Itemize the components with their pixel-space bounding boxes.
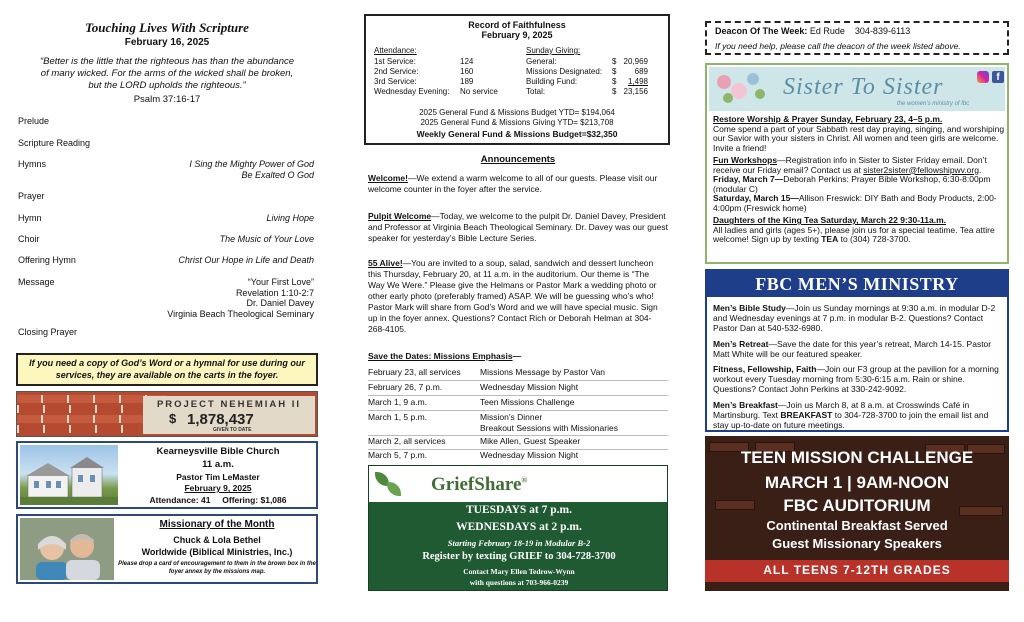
attendance-row <box>374 77 514 87</box>
bible-study-body: —Join us Sunday mornings at 9:30 a.m. in modular D-2 and Wednesday evenings at 7 p.m. in modular B-2. Questions? Contact Pastor Dan at 540-532-6980. <box>713 303 996 334</box>
save-dates-heading-row <box>368 351 668 362</box>
giving-value: 20,969 <box>623 57 648 66</box>
order-label: Hymns <box>18 159 47 169</box>
save-dates-heading: Save the Dates: Missions Emphasis <box>368 351 513 361</box>
order-value: Living Hope <box>266 213 314 223</box>
ytd-giving: 2025 General Fund & Missions Giving YTD= $213,708 <box>420 118 614 127</box>
mens-ministry-content <box>713 303 1003 435</box>
attendance-label: Wednesday Evening: <box>374 87 450 96</box>
workshops-heading: Fun Workshops <box>713 155 778 166</box>
schedule-event-secondary: Breakout Sessions with Missionaries <box>480 423 618 433</box>
leaf-icon <box>387 482 401 496</box>
missionary-details <box>118 519 316 576</box>
giving-value: 1,498 <box>627 77 648 86</box>
teen-line1: TEEN MISSION CHALLENGE <box>740 448 974 467</box>
giving-row <box>526 57 648 67</box>
order-label: Hymn <box>18 213 42 223</box>
griefshare-logo: GriefShare® <box>431 474 528 495</box>
teen-line6: ALL TEENS 7-12TH GRADES <box>763 563 951 577</box>
breakfast-body: —Join us March 8, at 8 a.m. at Crosswinds Café in Martinsburg. Text <box>713 399 970 420</box>
tea-paragraph <box>713 216 1007 245</box>
restore-heading: Restore Worship & Prayer Sunday, February 23, 4–5 p.m. <box>713 114 943 124</box>
attendance-value: 124 <box>460 57 474 66</box>
kearneysville-details <box>122 446 314 506</box>
griefshare-line3: Starting February 18-19 in Modular B-2 <box>447 538 591 548</box>
order-value: The Music of Your Love <box>219 234 314 244</box>
schedule-date: March 1, 5 p.m. <box>368 412 428 422</box>
welcome-heading: Welcome! <box>368 173 408 183</box>
giving-heading: Sunday Giving: <box>526 46 581 55</box>
giving-currency: $ <box>612 87 617 96</box>
teen-line4: Continental Breakfast Served <box>766 518 948 533</box>
schedule-event: Mike Allen, Guest Speaker <box>480 436 581 446</box>
flower-icon <box>717 75 731 89</box>
griefshare-line1: TUESDAYS at 7 p.m. <box>466 504 572 516</box>
order-value: Christ Our Hope in Life and Death <box>178 255 314 265</box>
nehemiah-title: PROJECT NEHEMIAH II <box>156 399 302 410</box>
missionary-note: Please drop a card of encouragement to them in the brown box in the foyer annex by the missions map. <box>118 561 316 575</box>
missionary-org: Worldwide (Biblical Ministries, Inc.) <box>141 546 293 557</box>
save-dates-dash: — <box>512 351 522 361</box>
touching-lives-title: Touching Lives With Scripture <box>85 20 249 35</box>
breakfast-keyword: BREAKFAST <box>780 409 833 420</box>
order-value: Be Exalted O God <box>241 170 314 180</box>
attendance-label: 2nd Service: <box>374 67 419 76</box>
instagram-icon[interactable] <box>977 71 989 83</box>
attendance-label: 3rd Service: <box>374 77 417 86</box>
church-building-icon <box>20 445 118 505</box>
flower-icon <box>747 73 759 85</box>
weekly-budget: Weekly General Fund & Missions Budget=$32,350 <box>416 129 618 139</box>
pulpit-heading: Pulpit Welcome <box>368 211 432 221</box>
leaf-icon <box>755 89 765 99</box>
bible-hymnal-notice: If you need a copy of God’s Word or a hymnal for use during our services, they are available on the carts in the foyer. <box>16 353 318 386</box>
teen-line5: Guest Missionary Speakers <box>772 536 942 551</box>
friday-heading: Friday, March 7— <box>713 174 784 185</box>
pulpit-body: —Today, we welcome to the pulpit Dr. Daniel Davey, President and Professor at Virginia Beach Theological Seminary. Dr. Davey was our guest speaker for yesterday’s Bible Lecture Series. <box>368 211 669 244</box>
deacon-label: Deacon Of The Week: <box>715 26 808 36</box>
nehemiah-plate <box>143 396 315 434</box>
welcome-body: —We extend a warm welcome to all of our guests. Please visit our welcome counter in the foyer after the service. <box>368 173 658 195</box>
schedule-event: Wednesday Mission Night <box>480 450 579 460</box>
message-title: “Your First Love” <box>247 277 314 287</box>
breakfast-end: to 304-728-3700 to join the email list and stay up-to-date on future meetings. <box>713 409 989 430</box>
email-link[interactable]: sister2sister@fellowshipwv.org <box>863 164 979 175</box>
order-label: Message <box>18 277 55 287</box>
order-label: Closing Prayer <box>18 327 78 337</box>
attendance-label: 1st Service: <box>374 57 416 66</box>
fitness-paragraph <box>713 364 1003 395</box>
bible-study-paragraph <box>713 303 1003 334</box>
faithfulness-date: February 9, 2025 <box>481 30 553 41</box>
giving-label: Missions Designated: <box>526 67 603 76</box>
attendance-value: No service <box>460 87 498 96</box>
order-value: I Sing the Mighty Power of God <box>189 159 314 169</box>
griefshare-line6: with questions at 703-966-0239 <box>469 578 569 587</box>
scripture-verse: “Better is the little that the righteous has than the abundance of many wicked. For the arms of the wicked shall be broken, but the LORD upholds the righteous.” <box>39 56 295 91</box>
retreat-paragraph <box>713 339 1003 359</box>
giving-row <box>526 67 648 77</box>
missionary-box <box>16 514 318 584</box>
retreat-heading: Men’s Retreat <box>713 338 769 349</box>
fitness-heading: Fitness, Fellowship, Faith <box>713 363 817 374</box>
missionary-couple-icon <box>20 518 114 580</box>
griefshare-logo-area <box>369 466 668 502</box>
deacon-note: If you need help, please call the deacon of the week listed above. <box>715 40 961 51</box>
kearneysville-box <box>16 441 318 509</box>
mens-ministry-box <box>705 269 1009 432</box>
sister-to-sister-content <box>713 115 1007 248</box>
project-nehemiah-banner <box>16 391 318 437</box>
mens-ministry-title: FBC MEN’S MINISTRY <box>707 271 1007 297</box>
teen-line3: FBC AUDITORIUM <box>783 496 931 515</box>
giving-value: 23,156 <box>623 87 648 96</box>
tea-keyword: TEA <box>821 234 839 245</box>
giving-value: 689 <box>634 67 648 76</box>
friday-body: Deborah Perkins: Prayer Bible Workshop, 6:30-8:00pm (modular C) <box>713 174 991 194</box>
missionary-names: Chuck & Lola Bethel <box>173 535 261 545</box>
welcome-paragraph <box>368 173 668 195</box>
kbc-date: February 9, 2025 <box>184 483 252 494</box>
attendance-value: 189 <box>460 77 474 86</box>
attendance-heading: Attendance: <box>374 46 417 55</box>
giving-label: Total: <box>526 87 546 96</box>
schedule-date: March 1, 9 a.m. <box>368 397 428 407</box>
alive-body: —You are invited to a soup, salad, sandwich and dessert luncheon this Thursday, February 20, at 11 a.m. in the auditorium. Our theme is “The Way We Were.” Please give the Helmans or Pastor Mark a wedding photo or other early photo (preferably framed) ASAP. We will be guessing who’s who! Pastor Mark will share from God’s Word and we will have special music. Sign up in the foyer annex. Questions? Contact Rich or Deborah Helman at 304-268-4105. <box>368 258 658 335</box>
bible-study-heading: Men’s Bible Study <box>713 303 786 313</box>
griefshare-line4: Register by texting GRIEF to 304-728-3700 <box>422 551 616 562</box>
missionary-photo <box>20 518 114 580</box>
sister-to-sister-logo: Sister To Sister <box>783 74 944 100</box>
pulpit-paragraph <box>368 211 668 244</box>
message-details <box>167 277 314 319</box>
schedule-event: Wednesday Mission Night <box>480 382 579 392</box>
kbc-attendance: Attendance: 41 <box>149 494 211 505</box>
griefshare-line2: WEDNESDAYS at 2 p.m. <box>456 521 582 533</box>
order-label: Prelude <box>18 116 50 126</box>
giving-currency: $ <box>612 57 617 66</box>
dollar-icon: $ <box>169 411 177 426</box>
fitness-body: —Join our F3 group at the pavilion for a morning workout every Tuesday morning from 5:30-6:15 a.m. Rain or shine. Questions? Contact John Perkins at 330-242-9092. <box>713 363 999 395</box>
schedule-date: February 23, all services <box>368 367 461 377</box>
scripture-reference: Psalm 37:16-17 <box>133 94 201 105</box>
kbc-name: Kearneysville Bible Church <box>156 446 280 457</box>
teen-line2: MARCH 1 | 9AM-NOON <box>764 473 950 492</box>
leaf-icon <box>723 93 733 103</box>
retreat-body: —Save the date for this year’s retreat, March 14-15. Pastor Matt White will be our featured speaker. <box>713 338 992 359</box>
alive-heading: 55 Alive! <box>368 258 403 268</box>
message-org: Virginia Beach Theological Seminary <box>167 308 314 319</box>
kbc-stats <box>122 495 314 506</box>
attendance-row <box>374 57 514 67</box>
attendance-row <box>374 67 514 77</box>
giving-currency: $ <box>612 67 617 76</box>
workshops-paragraph <box>713 156 1007 213</box>
nehemiah-amount: 1,878,437 <box>187 411 254 428</box>
alive-paragraph <box>368 258 668 335</box>
church-photo <box>20 445 118 505</box>
order-message <box>18 277 314 321</box>
tea-phone: to (304) 728-3700. <box>840 234 911 245</box>
schedule-date: March 5, 7 p.m. <box>368 450 428 460</box>
tea-heading: Daughters of the King Tea Saturday, March 22 9:30-11a.m. <box>713 215 947 226</box>
order-label: Choir <box>18 234 40 244</box>
order-label: Scripture Reading <box>18 138 91 148</box>
restore-body: Come spend a part of your Sabbath rest day praying, singing, and worshiping our Savior with your sisters in Christ. All women and teen girls are welcome. Invite a friend! <box>713 123 1005 153</box>
schedule-event: Teen Missions Challenge <box>480 397 575 407</box>
facebook-icon[interactable]: f <box>992 71 1004 83</box>
sister-to-sister-box <box>705 63 1009 264</box>
saturday-body: Allison Freswick: DIY Bath and Body Products, 2:00-4:00pm (Freswick home) <box>713 193 997 213</box>
flower-icon <box>731 83 747 99</box>
teen-mission-challenge-banner <box>705 436 1009 591</box>
deacon-of-the-week <box>705 21 1009 55</box>
attendance-value: 160 <box>460 67 474 76</box>
faithfulness-title: Record of Faithfulness <box>468 20 566 30</box>
ytd-budget: 2025 General Fund & Missions Budget YTD= $194,064 <box>419 108 615 117</box>
giving-row <box>526 77 648 87</box>
bulletin-date: February 16, 2025 <box>124 37 210 48</box>
message-speaker: Dr. Daniel Davey <box>246 298 314 309</box>
kbc-time: 11 a.m. <box>202 458 234 470</box>
order-label: Prayer <box>18 191 45 201</box>
workshops-end: . <box>978 164 982 175</box>
deacon-name: Ed Rude <box>809 26 845 36</box>
breakfast-heading: Men’s Breakfast <box>713 399 778 410</box>
missionary-heading: Missionary of the Month <box>159 519 275 530</box>
saturday-heading: Saturday, March 15— <box>713 193 799 204</box>
announcements-title: Announcements <box>480 154 556 165</box>
nehemiah-given-label: GIVEN TO DATE <box>213 427 252 433</box>
breakfast-paragraph <box>713 400 1003 431</box>
giving-currency: $ <box>612 77 617 86</box>
kbc-pastor: Pastor Tim LeMaster <box>176 471 260 482</box>
deacon-phone: 304-839-6113 <box>854 26 911 36</box>
deacon-line <box>715 26 999 37</box>
sister-to-sister-banner <box>709 67 1005 111</box>
schedule-date: March 2, all services <box>368 436 446 446</box>
schedule-date: February 26, 7 p.m. <box>368 382 443 392</box>
faithfulness-title-block <box>366 20 668 41</box>
giving-label: Building Fund: <box>526 77 578 86</box>
restore-paragraph <box>713 115 1007 153</box>
record-of-faithfulness <box>364 14 670 145</box>
griefshare-banner <box>368 465 668 591</box>
giving-label: General: <box>526 57 557 66</box>
message-ref: Revelation 1:10-2:7 <box>235 287 314 298</box>
kbc-offering: Offering: $1,086 <box>222 494 287 505</box>
schedule-event: Mission’s Dinner <box>480 412 543 422</box>
tea-body: All ladies and girls (ages 5+), please join us for a special teatime. Tea attire welcome! Sign up by texting <box>713 224 995 245</box>
order-label: Offering Hymn <box>18 255 76 265</box>
giving-row <box>526 87 648 97</box>
workshops-body: —Registration info in Sister to Sister Friday email. Don’t receive our Friday email? Contact us at <box>713 155 987 175</box>
schedule-event: Missions Message by Pastor Van <box>480 367 606 377</box>
griefshare-line5: Contact Mary Ellen Tedrow-Wynn <box>463 567 575 576</box>
sister-to-sister-subtitle: the women’s ministry of fbc <box>897 101 970 107</box>
attendance-row <box>374 87 514 97</box>
